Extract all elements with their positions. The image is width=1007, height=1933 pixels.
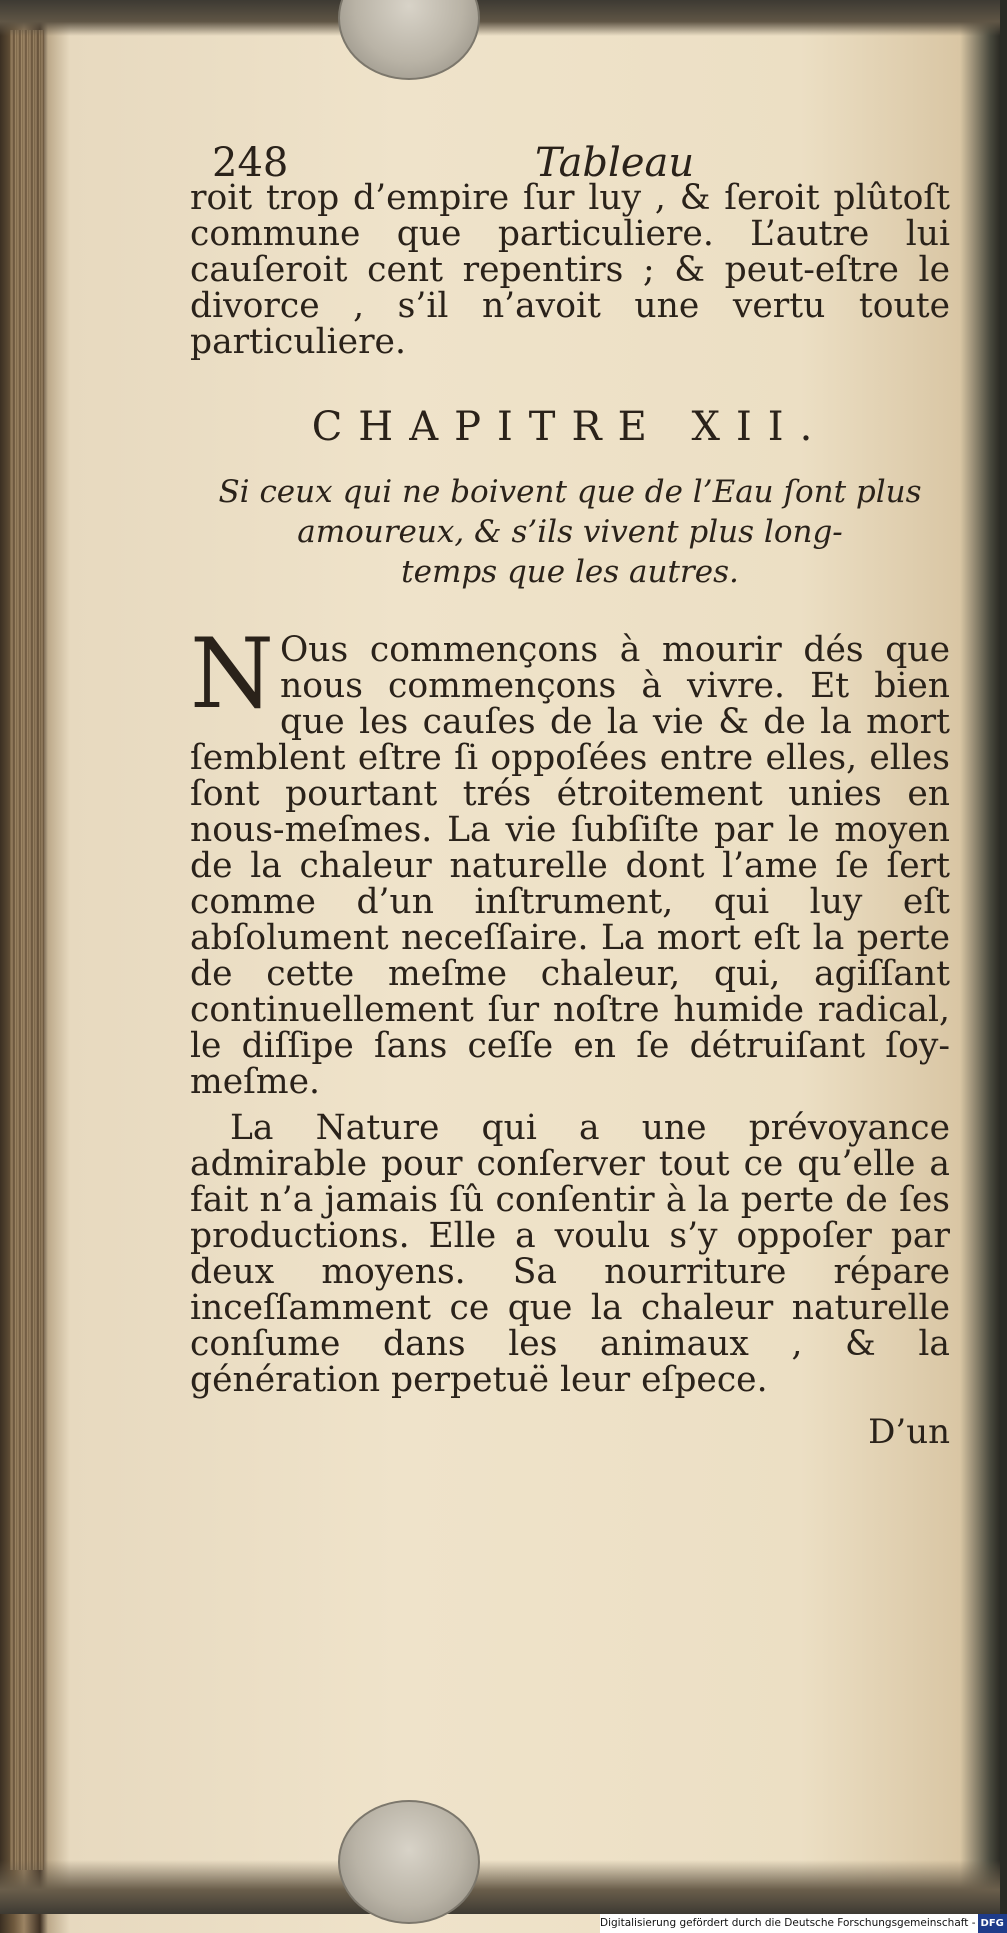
page-clip-bottom [338,1800,480,1924]
paragraph-1: Ous commençons à mourir dés que nous commençons à vivre. Et bien que les cauſes de la vie & de la mort ſemblent eſtre ſi oppoſées entre elles, elles ſont pourtant trés étroitement unies en nous-meſmes. La vie ſubſiſte par le moyen de la chaleur naturelle dont l’ame ſe ſert comme d’un inſtrument, qui luy eſt abſolument neceſſaire. La mort eſt la perte de cette meſme chaleur, qui, agiſſant continuellement ſur noſtre humide radical, le diſſipe ſans ceſſe en ſe détruiſant ſoy-meſme. [190,630,950,1102]
drop-cap: N [190,618,274,730]
dfg-logo: DFG [978,1914,1007,1933]
book-page [190,140,950,1452]
chapter-heading: CHAPITRE XII. [311,404,829,450]
top-shadow [0,0,1000,36]
opening-paragraph: roit trop d’empire ſur luy , & ſeroit plûtoſt commune que particuliere. L’autre lui cauſeroit cent repentirs ; & peut-eſtre le divorce , s’il n’avoit une vertu toute particuliere. [190,178,950,362]
running-head [190,140,950,194]
chapter-body [190,618,950,1452]
chapter-subtitle: Si ceux qui ne boivent que de l’Eau ſont plus amoureux, & s’ils vivent plus long- temps que les autres. [218,474,922,590]
bottom-shadow [0,1860,1000,1914]
page-edges [10,30,44,1870]
digitization-banner [600,1914,1004,1933]
paragraph-2: La Nature qui a une prévoyance admirable pour conſerver tout ce qu’elle a fait n’a jamais ſû conſentir à la perte de ſes productions. Elle a voulu s’y oppoſer par deux moyens. Sa nourriture répare inceſſamment ce que la chaleur naturelle conſume dans les animaux , & la génération perpetuë leur eſpece. [190,1108,950,1400]
page-number: 248 [212,140,289,186]
banner-text: Digitalisierung gefördert durch die Deutsche Forschungsgemeinschaft - [600,1917,976,1929]
page-clip-top [338,0,480,80]
running-title: Tableau [535,140,695,186]
catchword: D’un [868,1412,950,1452]
